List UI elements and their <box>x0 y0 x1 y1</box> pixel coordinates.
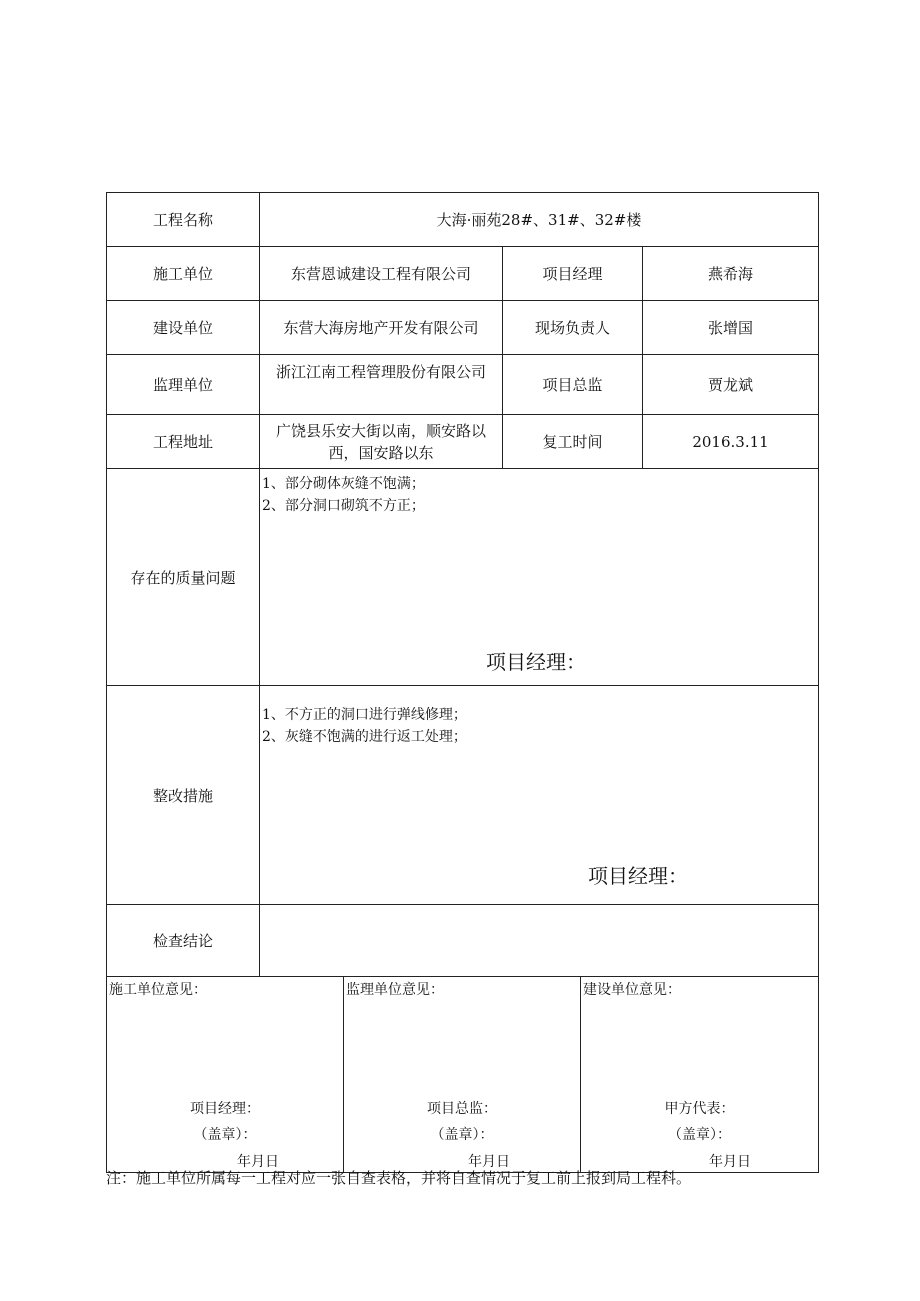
site-leader-value: 张增国 <box>643 301 819 355</box>
address-value <box>260 415 503 469</box>
supervision-opinion-cell <box>344 977 581 1173</box>
opinions-table <box>106 976 819 1173</box>
supervision-opinion-title: 监理单位意见： <box>346 982 444 998</box>
builder-unit-label: 建设单位 <box>107 301 260 355</box>
quality-issues-cell <box>260 469 819 686</box>
builder-unit-value: 东营大海房地产开发有限公司 <box>260 301 503 355</box>
project-name-label: 工程名称 <box>107 193 260 247</box>
inspection-form <box>106 192 818 1173</box>
chief-supervisor-value: 贾龙斌 <box>643 355 819 415</box>
resume-time-label: 复工时间 <box>503 415 643 469</box>
row-address <box>107 415 819 469</box>
builder-opinion-cell <box>581 977 819 1173</box>
construction-seal: （盖章）： <box>193 1127 257 1143</box>
list-item: 2、灰缝不饱满的进行返工处理； <box>262 729 467 745</box>
row-quality-issues <box>107 469 819 686</box>
supervision-seal: （盖章）： <box>430 1127 494 1143</box>
list-item: 1、不方正的洞口进行弹线修理； <box>262 707 467 723</box>
project-manager-label: 项目经理 <box>503 247 643 301</box>
project-name-value: 大海·丽苑28#、31#、32#楼 <box>260 193 819 247</box>
site-leader-label: 现场负责人 <box>503 301 643 355</box>
supervision-date: 年月日 <box>468 1154 510 1170</box>
row-project-name <box>107 193 819 247</box>
row-inspection-conclusion <box>107 905 819 977</box>
row-construction-unit <box>107 247 819 301</box>
chief-supervisor-label: 项目总监 <box>503 355 643 415</box>
list-item: 2、部分洞口砌筑不方正； <box>262 498 425 514</box>
rectification-label: 整改措施 <box>107 686 260 905</box>
construction-signer: 项目经理： <box>190 1101 260 1117</box>
info-table <box>106 192 819 977</box>
project-manager-value: 燕希海 <box>643 247 819 301</box>
row-builder-unit <box>107 301 819 355</box>
list-item: 1、部分砌体灰缝不饱满； <box>262 476 425 492</box>
supervision-signer: 项目总监： <box>427 1101 497 1117</box>
supervision-unit-label: 监理单位 <box>107 355 260 415</box>
address-line-1: 广饶县乐安大街以南，顺安路以 <box>275 421 486 440</box>
opinions-row <box>107 977 819 1173</box>
builder-opinion-title: 建设单位意见： <box>583 982 681 998</box>
resume-time-value: 2016.3.11 <box>643 415 819 469</box>
rectification-list <box>260 686 818 748</box>
footnote: 注：施工单位所属每一工程对应一张自查表格，并将自查情况于复工前上报到局工程科。 <box>106 1169 692 1187</box>
quality-manager-signature: 项目经理： <box>486 650 586 674</box>
construction-opinion-title: 施工单位意见： <box>109 982 207 998</box>
builder-signer: 甲方代表： <box>664 1101 735 1117</box>
address-label: 工程地址 <box>107 415 260 469</box>
inspection-conclusion-value <box>260 905 819 977</box>
builder-seal: （盖章）： <box>668 1127 731 1143</box>
inspection-conclusion-label: 检查结论 <box>107 905 260 977</box>
construction-unit-label: 施工单位 <box>107 247 260 301</box>
rectification-manager-signature: 项目经理： <box>588 864 688 888</box>
construction-date: 年月日 <box>237 1154 279 1170</box>
quality-issues-list <box>260 469 818 517</box>
construction-unit-value: 东营恩诚建设工程有限公司 <box>260 247 503 301</box>
row-supervision-unit <box>107 355 819 415</box>
builder-date: 年月日 <box>709 1154 751 1170</box>
row-rectification <box>107 686 819 905</box>
supervision-unit-value: 浙江江南工程管理股份有限公司 <box>260 355 503 415</box>
address-line-2: 西，国安路以东 <box>328 443 434 462</box>
rectification-cell <box>260 686 819 905</box>
construction-opinion-cell <box>107 977 344 1173</box>
quality-issues-label: 存在的质量问题 <box>107 469 260 686</box>
